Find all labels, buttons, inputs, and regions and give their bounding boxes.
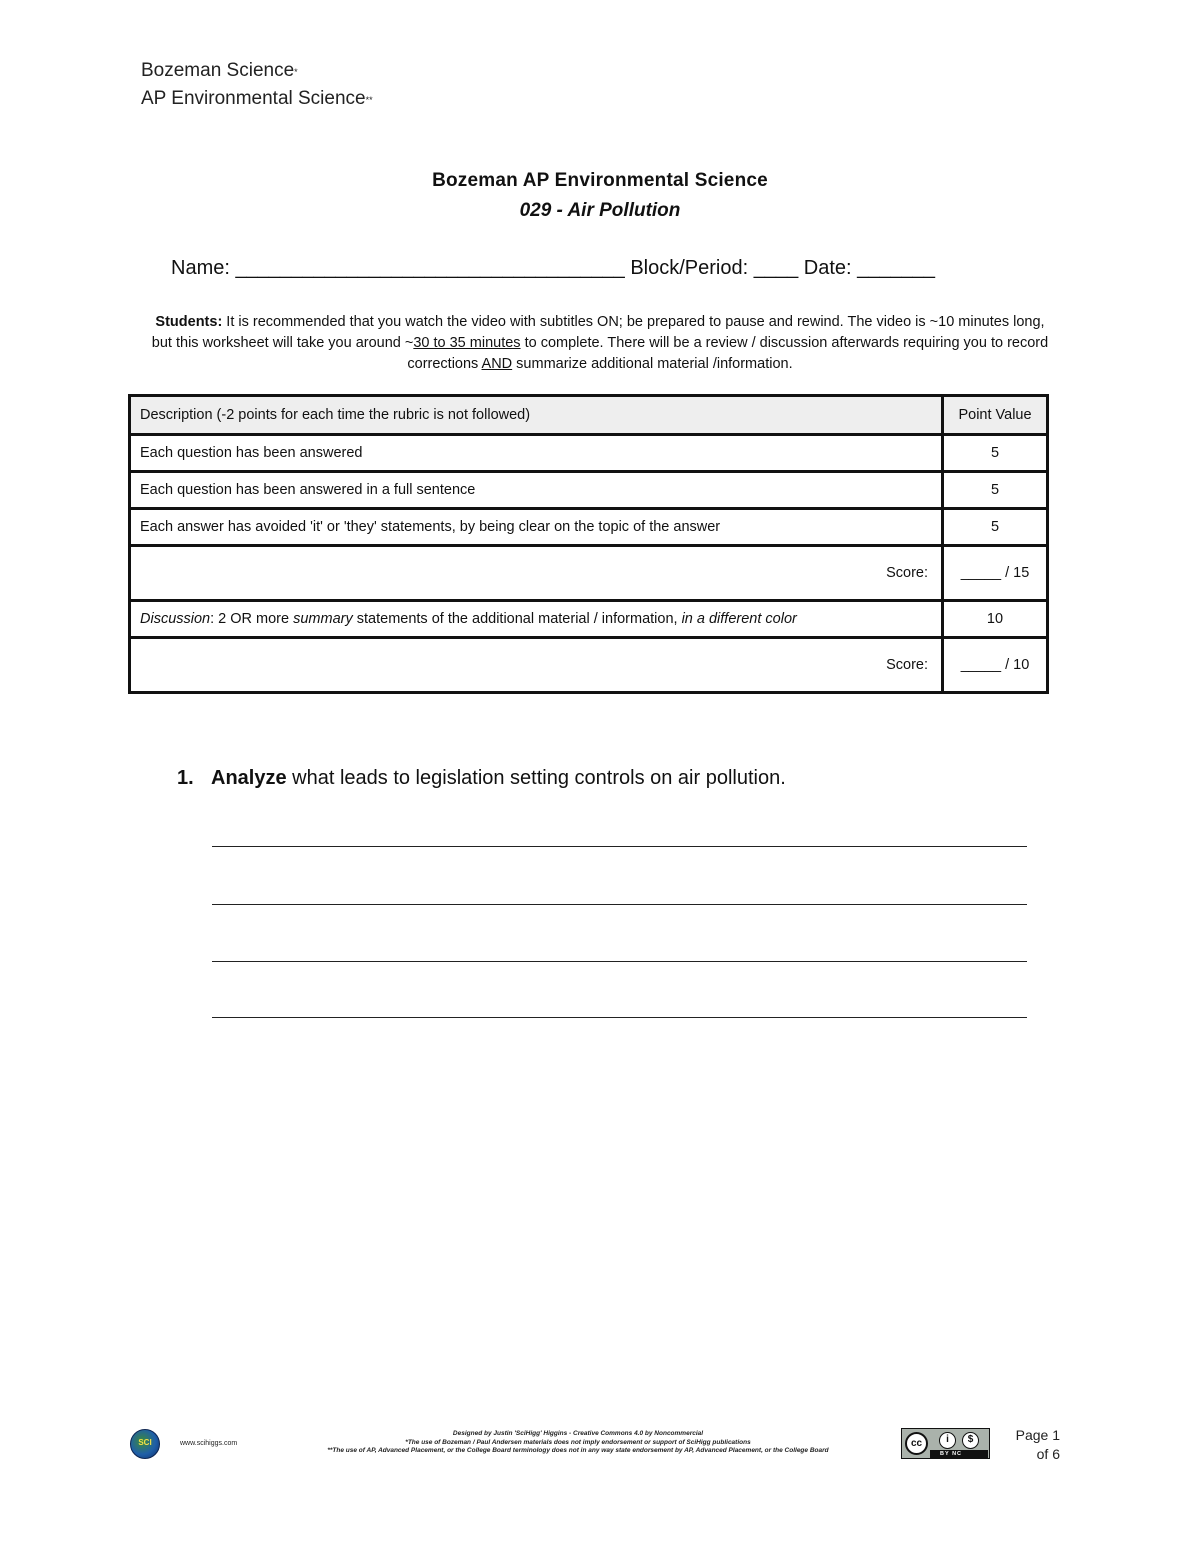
instructions-part-3: summarize additional material /information. [512, 356, 793, 372]
student-instructions [150, 312, 1050, 375]
page-number [1010, 1426, 1060, 1464]
answer-line[interactable] [212, 1017, 1027, 1018]
name-block-date-line[interactable]: Name: ___________________________________ Block/Period: ____ Date: _______ [171, 257, 935, 279]
logo-text: SCI [138, 1438, 152, 1447]
header-footnote-mark: * [294, 67, 298, 77]
header-course: AP Environmental Science [141, 88, 366, 109]
cc-license-strip [930, 1450, 988, 1458]
discussion-description [130, 601, 943, 638]
rubric-row-value: 5 [943, 435, 1048, 472]
rubric-header-row [130, 396, 1048, 435]
instructions-and: AND [481, 356, 513, 372]
header-line-2 [141, 88, 373, 110]
creative-commons-badge [901, 1428, 990, 1459]
noncommercial-icon: $ [962, 1432, 979, 1449]
cc-icon: cc [905, 1432, 928, 1455]
footer-credits [268, 1430, 888, 1456]
rubric-row-value: 5 [943, 509, 1048, 546]
page-number-line-2: of 6 [1036, 1446, 1060, 1462]
header-line-1 [141, 60, 298, 82]
question-text: what leads to legislation setting controls on air pollution. [286, 767, 786, 789]
footer-credit-line: *The use of Bozeman / Paul Andersen materials does not imply endorsement or support of SciHigg publications [405, 1438, 751, 1446]
rubric-row [130, 509, 1048, 546]
rubric-row [130, 435, 1048, 472]
rubric-score-row [130, 546, 1048, 601]
instructions-part-2: to complete. There will be a review / discussion afterwards requiring you to record corrections [407, 335, 1049, 372]
discussion-part-1: : 2 OR more [210, 611, 294, 627]
discussion-label: Discussion [140, 611, 211, 627]
rubric-row [130, 472, 1048, 509]
instructions-lead: Students: [155, 314, 223, 330]
discussion-color-note: in a different color [681, 611, 797, 627]
question-verb: Analyze [211, 767, 287, 789]
rubric-row-description: Each question has been answered in a full sentence [130, 472, 943, 509]
header-school: Bozeman Science [141, 60, 295, 81]
rubric-header-description: Description (-2 points for each time the rubric is not followed) [130, 396, 943, 435]
scihiggs-logo-icon [130, 1429, 160, 1459]
discussion-summary: summary [293, 611, 353, 627]
footer-credit-line: Designed by Justin 'SciHigg' Higgins - Creative Commons 4.0 by Noncommercial [452, 1430, 704, 1437]
rubric-header-point-value: Point Value [943, 396, 1048, 435]
rubric-row-description: Each answer has avoided 'it' or 'they' statements, by being clear on the topic of the answer [130, 509, 943, 546]
answer-line[interactable] [212, 846, 1027, 847]
rubric-row-value: 5 [943, 472, 1048, 509]
rubric-table [128, 394, 1049, 694]
discussion-value: 10 [943, 601, 1048, 638]
document-title-block [0, 170, 1200, 222]
score-blank-15[interactable]: _____ / 15 [943, 546, 1048, 601]
page-number-line-1: Page 1 [1015, 1427, 1060, 1443]
score-label: Score: [130, 546, 943, 601]
document-title: Bozeman AP Environmental Science [432, 170, 768, 191]
cc-strip-text: BY NC [940, 1451, 963, 1457]
rubric-score-row [130, 638, 1048, 693]
discussion-part-2: statements of the additional material / information, [352, 611, 682, 627]
answer-line[interactable] [212, 904, 1027, 905]
score-label-2: Score: [130, 638, 943, 693]
footer-credit-line: **The use of AP, Advanced Placement, or the College Board terminology does not in any way state endorsement by AP, Advanced Placement, or the College Board [327, 1447, 829, 1454]
question-number: 1. [177, 767, 194, 789]
question-1 [177, 767, 786, 790]
rubric-row-description: Each question has been answered [130, 435, 943, 472]
answer-line[interactable] [212, 961, 1027, 962]
score-blank-10[interactable]: _____ / 10 [943, 638, 1048, 693]
footer-url[interactable]: www.scihiggs.com [180, 1440, 238, 1447]
header-footnote-mark-2: ** [365, 95, 373, 105]
attribution-icon: i [939, 1432, 956, 1449]
instructions-part-1: It is recommended that you watch the video with subtitles ON; be prepared to pause and rewind. The video is ~10 minutes long, but this worksheet will take you around ~ [151, 314, 1045, 351]
instructions-time: 30 to 35 minutes [413, 335, 521, 351]
document-subtitle: 029 - Air Pollution [519, 200, 681, 221]
rubric-discussion-row [130, 601, 1048, 638]
